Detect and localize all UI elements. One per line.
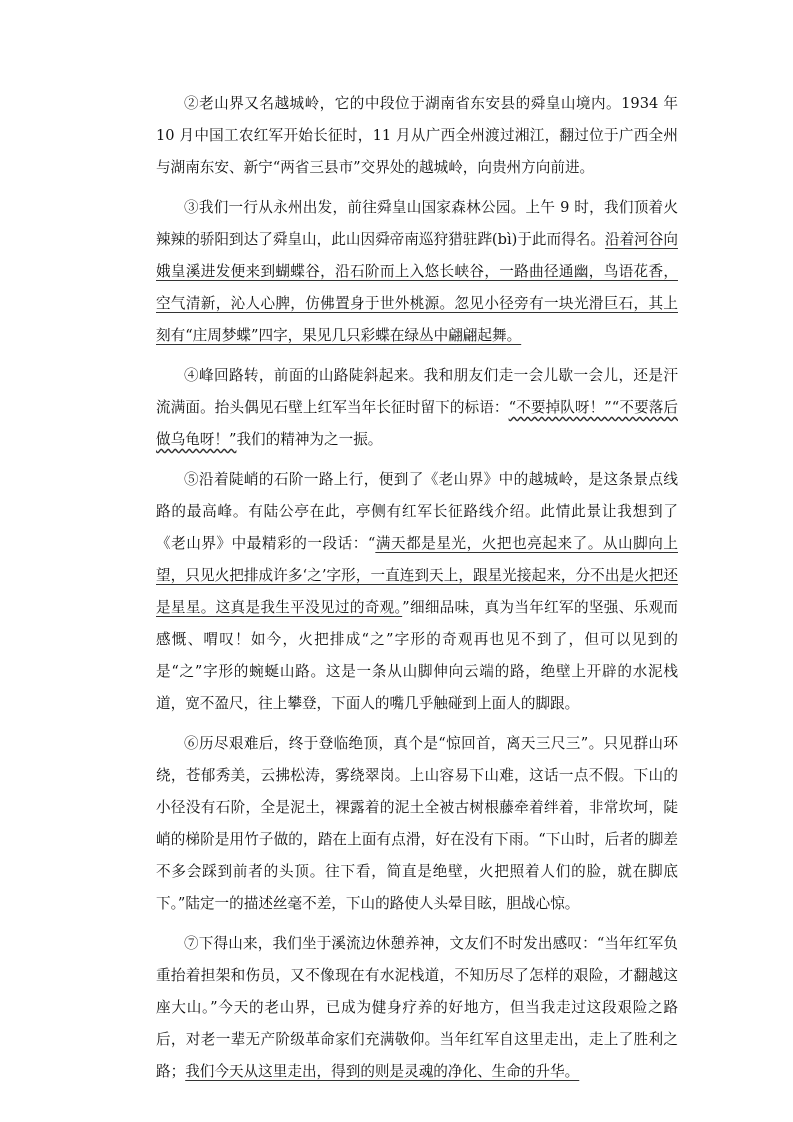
paragraph-7-underlined-text: 我们今天从这里走出，得到的则是灵魂的净化、生命的升华。 <box>185 1063 580 1080</box>
paragraph-5 <box>156 464 678 720</box>
paragraph-2 <box>156 88 678 184</box>
paragraph-3 <box>156 192 678 352</box>
paragraph-6-text: ⑥历尽艰难后，终于登临绝顶，真个是“惊回首，离天三尺三”。只见群山环绕，苍郁秀美，云拂松涛，雾绕翠岗。上山容易下山难，这话一点不假。下山的小径没有石阶，全是泥土，裸露着的泥土全被古树根藤牵着绊着，非常坎坷，陡峭的梯阶是用竹子做的，踏在上面有点滑，好在没有下雨。“下山时，后者的脚差不多会踩到前者的头顶。往下看，简直是绝壁，火把照着人们的脸，就在脚底下。”陆定一的描述丝毫不差，下山的路使人头晕目眩，胆战心惊。 <box>156 735 678 912</box>
paragraph-4-text-end: 我们的精神为之一振。 <box>236 431 383 448</box>
paragraph-7 <box>156 928 678 1088</box>
paragraph-2-text: ②老山界又名越城岭，它的中段位于湖南省东安县的舜皇山境内。1934 年 10 月中国工农红军开始长征时，11 月从广西全州渡过湘江，翻过位于广西全州与湖南东安、新宁“两省三县市”交界处的越城岭，向贵州方向前进。 <box>156 95 678 176</box>
paragraph-3-text: ③我们一行从永州出发，前往舜皇山国家森林公园。上午 9 时，我们顶着火辣辣的骄阳到达了舜皇山，此山因舜帝南巡狩猎驻跸(bì)于此而得名。 <box>156 199 678 248</box>
paragraph-4-slogan: “不要掉队呀！”“不要落后做乌龟呀！” <box>156 399 678 448</box>
paragraph-4 <box>156 360 678 456</box>
paragraph-5-quote: 满天都是星光，火把也亮起来了。从山脚向上望，只见火把排成许多‘之’字形，一直连到天上，跟星光接起来，分不出是火把还是星星。这真是我生平没见过的奇观。 <box>156 535 678 616</box>
paragraph-5-text: ⑤沿着陡峭的石阶一路上行，便到了《老山界》中的越城岭，是这条景点线路的最高峰。有陆公亭在此，亭侧有红军长征路线介绍。此情此景让我想到了《老山界》中最精彩的一段话：“ <box>156 471 678 552</box>
paragraph-6 <box>156 728 678 920</box>
paragraph-3-underlined-text: 沿着河谷向娥皇溪进发便来到蝴蝶谷，沿石阶而上入悠长峡谷，一路曲径通幽，鸟语花香，空气清新，沁人心脾，仿佛置身于世外桃源。忽见小径旁有一块光滑巨石，其上刻有“庄周梦蝶”四字，果见几只彩蝶在绿丛中翩翩起舞。 <box>156 231 678 344</box>
paragraph-7-text: ⑦下得山来，我们坐于溪流边休憩养神，文友们不时发出感叹：“当年红军负重抬着担架和伤员，又不像现在有水泥栈道，不知历尽了怎样的艰险，才翻越这座大山。”今天的老山界，已成为健身疗养的好地方，但当我走过这段艰险之路后，对老一辈无产阶级革命家们充满敬仰。当年红军自这里走出，走上了胜利之路； <box>156 935 678 1080</box>
paragraph-5-text-end: ”细细品味，真为当年红军的坚强、乐观而感慨、喟叹！如今，火把排成“之”字形的奇观再也见不到了，但可以见到的是“之”字形的蜿蜒山路。这是一条从山脚伸向云端的路，绝壁上开辟的水泥栈道，宽不盈尺，往上攀登，下面人的嘴几乎触碰到上面人的脚跟。 <box>156 599 679 712</box>
article-body <box>156 88 678 1096</box>
paragraph-4-text: ④峰回路转，前面的山路陡斜起来。我和朋友们走一会儿歇一会儿，还是汗流满面。抬头偶见石壁上红军当年长征时留下的标语： <box>156 367 678 416</box>
